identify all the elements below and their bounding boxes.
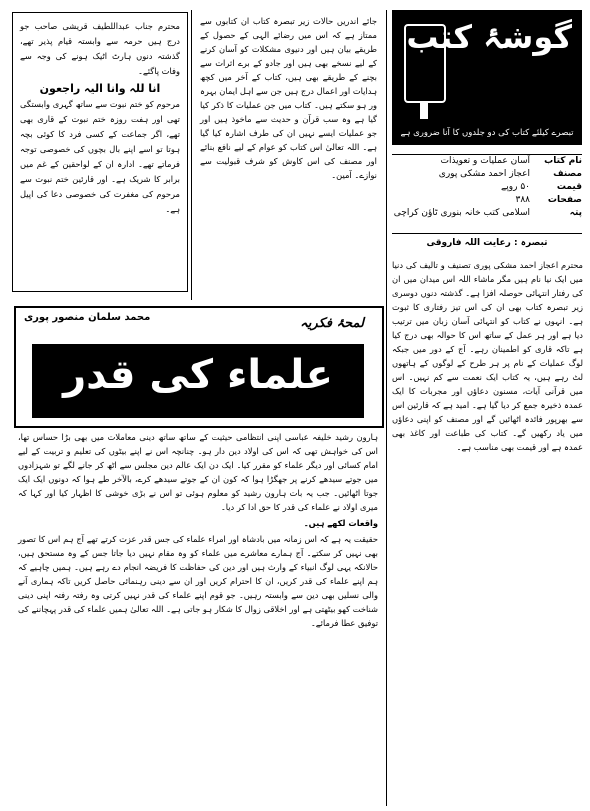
book-info-row (392, 168, 582, 181)
book-info-key: نام کتاب (544, 156, 582, 166)
book-info-value: ۵۰ روپے (500, 182, 530, 192)
section-logo (392, 10, 582, 145)
notice-top-text: محترم جناب عبداللطیف قریشی صاحب جو درج ہیں حرمہ سے وابستہ قیام پذیر تھے، گذشتہ دنوں ہارٹ اٹیک ہونے کی وجہ سے وفات پاگئے۔ (20, 21, 180, 76)
review-text: محترم اعجاز احمد مشکی پوری تصنیف و تالیف کی دنیا میں ایک نیا نام ہیں مگر ماشاء اللہ اس میدان میں ان کی رفتار انتہائی حوصلہ افزا ہے۔ گذشتہ دنوں دوسری زیر تبصرہ کتاب بھی ان کی اس تیز رفتاری کا ثبوت ہے۔ انہوں نے کتاب کو انتہائی آسان زبان میں ترتیب دیا ہے اور ہر عمل کے ساتھ اس کا حوالہ بھی درج کیا ہے تاکہ قاری کو اطمینان رہے۔ آج کے دور میں جبکہ لوگ عملیات کے نام پر ہر طرح کے لوگوں کے ہاتھوں لٹ رہے ہیں، یہ کتاب ایک نعمت سے کم نہیں۔ اس میں قرآنی آیات، مسنون دعاؤں اور مجربات کا ایک عمدہ ذخیرہ جمع کر دیا گیا ہے۔ امید ہے کہ قارئین اس سے بھرپور فائدہ اٹھائیں گے اور مصنف کو اپنی دعاؤں میں یاد رکھیں گے۔ کتاب کی طباعت اور کاغذ بھی عمدہ ہے اور قیمت بھی مناسب ہے۔ (392, 260, 583, 452)
review-continued-column (196, 12, 381, 306)
book-info-value: ۳۸۸ (515, 195, 530, 205)
article-subhead: واقعات لکھے ہیں۔ (303, 518, 378, 528)
book-info-key: پتہ (569, 208, 582, 218)
reviewer-line: تبصرہ : رعایت اللہ فاروقی (426, 238, 548, 248)
review-column (390, 258, 585, 806)
book-info-table (392, 154, 582, 234)
book-info-key: مصنف (553, 169, 582, 179)
book-info-row (392, 181, 582, 194)
book-info-row (392, 194, 582, 207)
book-info-value: آسان عملیات و تعویذات (440, 156, 530, 166)
notice-arabic: انا للہ وانا الیہ راجعون (39, 82, 161, 95)
notice-body: مرحوم کو ختم نبوت سے ساتھ گہری وابستگی تھی اور ہفت روزہ ختم نبوت کے قاری بھی تھے، اگر جماعت کے کسی فرد کا کوئی بچہ ہوتا تو اسے اپنے بال بچوں کی خصوصی توجہ فرماتے تھے۔ ادارہ ان کے لواحقین کے غم میں برابر کا شریک ہے۔ اور قارئین ختم نبوت سے مرحوم کی مغفرت کی خصوصی دعا کی اپیل ہے۔ (20, 99, 180, 214)
feature-tag: لمحۂ فکریہ (300, 316, 364, 331)
article-paragraph-2: حقیقت یہ ہے کہ اس زمانہ میں بادشاہ اور امراء علماء کی جس قدر عزت کرتے تھے آج ہم اس کا تصور بھی نہیں کر سکتے۔ آج ہمارے معاشرے میں علماء کو وہ مقام نہیں دیا جاتا جس کے وہ مستحق ہیں، حالانکہ یہی لوگ انبیاء کے وارث ہیں اور دین کی حفاظت کا فریضہ انجام دے رہے ہیں۔ ہمیں چاہیے کہ ہم اپنے علماء کی قدر کریں، ان کا احترام کریں اور ان سے دینی رہنمائی حاصل کریں تاکہ ہماری آنے والی نسلیں بھی دین سے وابستہ رہیں۔ جو قوم اپنے علماء کی قدر نہیں کرتی وہ رفتہ رفتہ اپنی دینی شناخت کھو بیٹھتی ہے اور اخلاقی زوال کا شکار ہو جاتی ہے۔ اللہ تعالیٰ ہمیں علماء کی قدر پہچاننے کی توفیق عطا فرمائے۔ (18, 534, 378, 628)
book-info-key: صفحات (547, 195, 582, 205)
column-divider-main (386, 10, 387, 806)
article-paragraph-1: ہارون رشید خلیفہ عباسی اپنی انتظامی حیثیت کے ساتھ ساتھ دینی معاملات میں بھی بڑا حساس تھا، اس کی خواہش تھی کہ اس کی اولاد دین دار ہو۔ چنانچہ اس نے اپنے بیٹوں کی تعلیم و تربیت کے لیے امام کسائی اور دیگر علماء کو مقرر کیا۔ ایک دن ایک عالم دین مجلس سے اٹھ کر جانے لگے تو شہزادوں میں جوتے سیدھے کرنے پر جھگڑا ہوا کہ کون ان کے جوتے سیدھے کرے، بالآخر طے ہوا کہ دونوں ایک ایک جوتا اٹھائیں۔ جب یہ بات ہارون رشید کو معلوم ہوئی تو اس نے بڑی خوشی کا اظہار کیا اور کہا کہ میری اولاد نے علماء کی قدر کا حق ادا کر دیا۔ (18, 432, 378, 512)
book-info-key: قیمت (556, 182, 582, 192)
book-info-row (392, 207, 582, 220)
book-info-value: اسلامی کتب خانہ بنوری ٹاؤن کراچی (393, 208, 530, 218)
feature-title-band (32, 344, 364, 418)
book-info-row (392, 155, 582, 168)
book-info-value: اعجاز احمد مشکی پوری (438, 169, 530, 179)
feature-author: محمد سلمان منصور پوری (24, 312, 151, 323)
section-title: گوشۂ کتب (406, 18, 572, 56)
feature-header (14, 306, 384, 428)
obituary-notice (12, 12, 188, 292)
article-body (14, 430, 382, 804)
review-continued-text: جائے اندریں حالات زیر تبصرہ کتاب ان کتابوں سے ممتاز ہے کہ اس میں رضائے الہی کے حصول کے طریقے بیان ہیں اور دنیوی مشکلات کو آسان کرنے کے لیے نسخے بھی ہیں اور جادو کے برے اثرات سے بچنے کے طریقے بھی ہیں، کتاب کے آخر میں کچھ ہدایات اور اعمال درج ہیں جن سے اہل ایمان بہرہ ور ہو سکتے ہیں۔ کتاب میں جن عملیات کا ذکر کیا گیا ہے وہ سب قرآن و حدیث سے ماخوذ ہیں اور جو عملیات ایسے نہیں ان کی طرف اشارہ کیا گیا ہے۔ اللہ تعالیٰ اس کتاب کو عوام کے لیے نافع بنائے اور مصنف کی اس کاوش کو شرف قبولیت سے نوازے۔ آمین۔ (200, 16, 377, 180)
feature-title: علماء کی قدر (63, 352, 333, 398)
section-subtitle: تبصرے کیلئے کتاب کی دو جلدوں کا آنا ضروری ہے (400, 128, 574, 138)
column-divider-top (191, 10, 192, 300)
